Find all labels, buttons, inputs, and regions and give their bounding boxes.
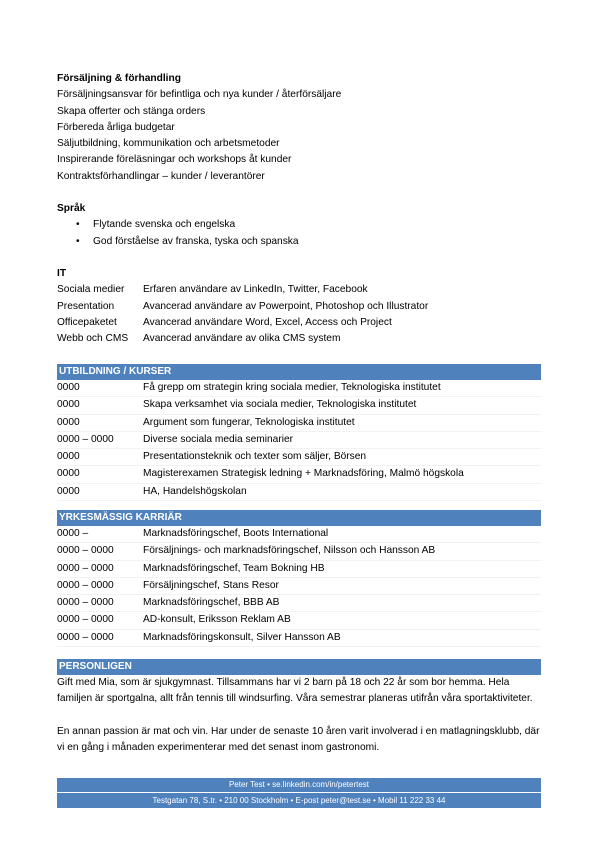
education-row: [57, 432, 541, 449]
career-table: [57, 526, 541, 647]
sales-line: Säljutbildning, kommunikation och arbetsmetoder: [57, 138, 280, 150]
personal-section: [57, 659, 541, 756]
education-year: 0000: [57, 399, 80, 411]
it-value: Avancerad användare Word, Excel, Access och Project: [143, 316, 392, 328]
personal-heading: PERSONLIGEN: [57, 659, 541, 675]
it-section: [57, 266, 541, 347]
language-text: Flytande svenska och engelska: [93, 219, 236, 231]
education-text: Skapa verksamhet via sociala medier, Teknologiska institutet: [143, 399, 417, 411]
career-row: [57, 578, 541, 595]
career-text: Marknadsföringskonsult, Silver Hansson AB: [143, 631, 341, 643]
career-row: [57, 561, 541, 578]
sales-line: Inspirerande föreläsningar och workshops åt kunder: [57, 154, 292, 166]
language-text: God förståelse av franska, tyska och spanska: [93, 235, 299, 247]
education-year: 0000: [57, 468, 80, 480]
career-row: [57, 630, 541, 647]
it-value: Avancerad användare av olika CMS system: [143, 333, 341, 345]
it-label: Webb och CMS: [57, 333, 129, 345]
it-table: [57, 282, 541, 347]
career-text: AD-konsult, Eriksson Reklam AB: [143, 614, 291, 626]
it-value: Erfaren användare av LinkedIn, Twitter, Facebook: [143, 284, 368, 296]
it-row: [57, 331, 541, 347]
career-text: Marknadsföringschef, Boots International: [143, 528, 329, 539]
languages-heading: Språk: [57, 203, 86, 214]
education-heading: UTBILDNING / KURSER: [57, 364, 541, 380]
education-text: Magisterexamen Strategisk ledning + Marknadsföring, Malmö högskola: [143, 468, 464, 480]
sales-line: Skapa offerter och stänga orders: [57, 105, 206, 117]
it-row: [57, 315, 541, 331]
education-year: 0000: [57, 382, 80, 393]
education-row: [57, 484, 541, 501]
footer: [57, 778, 541, 808]
it-label: Presentation: [57, 300, 115, 312]
sales-heading: Försäljning & förhandling: [57, 73, 181, 84]
it-row: [57, 282, 541, 298]
education-row: [57, 449, 541, 466]
career-year: 0000 – 0000: [57, 545, 114, 557]
it-row: [57, 299, 541, 315]
education-text: HA, Handelshögskolan: [143, 485, 247, 497]
languages-list: [57, 217, 541, 250]
career-text: Marknadsföringschef, BBB AB: [143, 597, 280, 609]
sales-lines: [57, 87, 541, 185]
it-label: Sociala medier: [57, 284, 125, 296]
education-text: Argument som fungerar, Teknologiska institutet: [143, 416, 355, 428]
education-year: 0000 – 0000: [57, 433, 114, 445]
footer-contact-line-2: Testgatan 78, S.tr. • 210 00 Stockholm • E-post peter@test.se • Mobil 11 222 33 44: [57, 793, 541, 808]
career-section: [57, 510, 541, 647]
career-text: Försäljningschef, Stans Resor: [143, 579, 279, 591]
career-year: 0000 –: [57, 528, 89, 539]
career-text: Försäljnings- och marknadsföringschef, Nilsson och Hansson AB: [143, 545, 436, 557]
sales-line: Förbereda årliga budgetar: [57, 121, 175, 133]
career-year: 0000 – 0000: [57, 631, 114, 643]
sales-section: [57, 71, 541, 185]
education-row: [57, 466, 541, 483]
footer-contact-line-1: Peter Test • se.linkedin.com/in/petertest: [57, 778, 541, 793]
education-text: Få grepp om strategin kring sociala medier, Teknologiska institutet: [143, 382, 441, 393]
sales-line: Försäljningsansvar för befintliga och nya kunder / återförsäljare: [57, 89, 342, 101]
education-row: [57, 380, 541, 397]
education-section: [57, 364, 541, 501]
bullet-icon: •: [76, 219, 80, 231]
it-label: Officepaketet: [57, 316, 117, 328]
career-row: [57, 526, 541, 543]
career-row: [57, 612, 541, 629]
education-text: Presentationsteknik och texter som säljer, Börsen: [143, 451, 367, 463]
career-year: 0000 – 0000: [57, 597, 114, 609]
career-row: [57, 543, 541, 560]
education-year: 0000: [57, 416, 80, 428]
career-row: [57, 595, 541, 612]
education-row: [57, 397, 541, 414]
education-year: 0000: [57, 485, 80, 497]
personal-paragraph-1: Gift med Mia, som är sjukgymnast. Tillsammans har vi 2 barn på 18 och 22 år som bor hemma. Hela familjen är sportgalna, allt från tennis till windsurfing. Våra semestrar planeras utifrån våra sportaktiviteter.: [57, 677, 533, 705]
career-year: 0000 – 0000: [57, 579, 114, 591]
career-heading: YRKESMÄSSIG KARRIÄR: [57, 510, 541, 526]
career-text: Marknadsföringschef, Team Bokning HB: [143, 562, 325, 574]
it-heading: IT: [57, 268, 67, 279]
education-table: [57, 380, 541, 501]
career-year: 0000 – 0000: [57, 614, 114, 626]
personal-paragraph-2: En annan passion är mat och vin. Har under de senaste 10 åren varit involverad i en matlagningsklubb, där vi en gång i månaden experimenterar med det senast inom gastronomi.: [57, 725, 540, 753]
bullet-icon: •: [76, 235, 80, 247]
sales-line: Kontraktsförhandlingar – kunder / leverantörer: [57, 170, 265, 182]
education-row: [57, 415, 541, 432]
languages-section: [57, 201, 541, 250]
education-year: 0000: [57, 451, 80, 463]
language-item: [57, 217, 541, 233]
career-year: 0000 – 0000: [57, 562, 114, 574]
it-value: Avancerad användare av Powerpoint, Photoshop och Illustrator: [143, 300, 429, 312]
education-text: Diverse sociala media seminarier: [143, 433, 294, 445]
language-item: [57, 234, 541, 250]
